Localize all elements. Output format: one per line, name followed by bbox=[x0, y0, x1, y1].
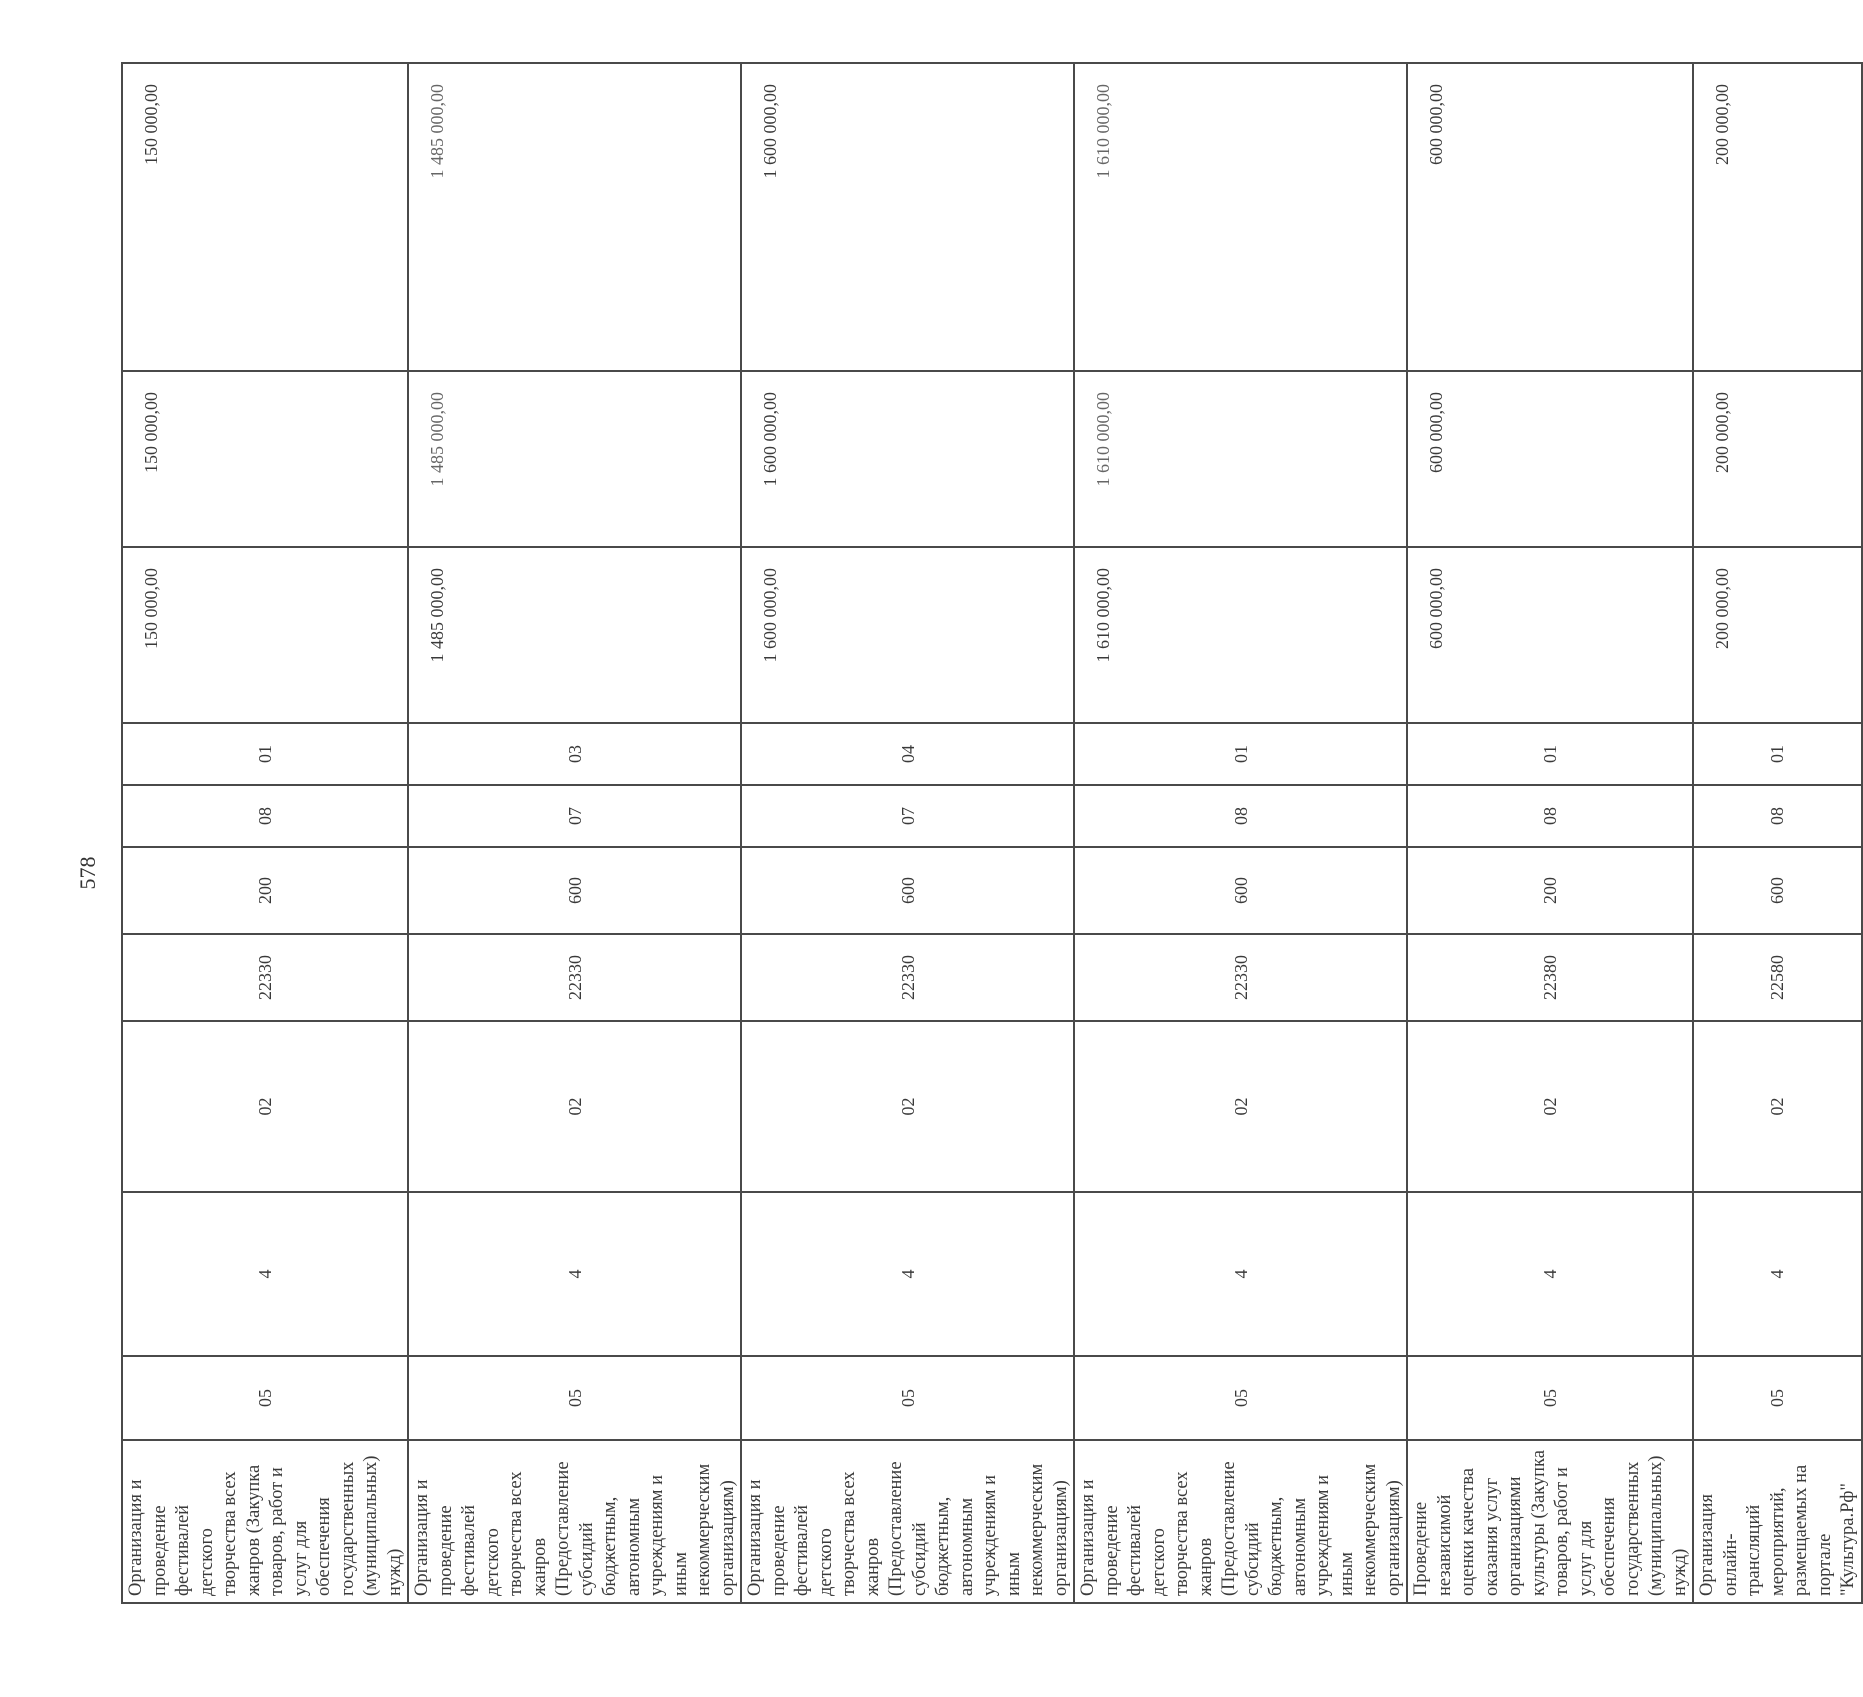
code-cell: 05 bbox=[1074, 1356, 1407, 1440]
table-row bbox=[1693, 63, 1862, 1603]
code-cell: 600 bbox=[1693, 847, 1862, 934]
code-cell: 02 bbox=[1407, 1021, 1693, 1192]
table-row bbox=[408, 63, 741, 1603]
code-cell: 01 bbox=[1693, 723, 1862, 785]
code-cell: 04 bbox=[741, 723, 1074, 785]
code-cell: 600 bbox=[408, 847, 741, 934]
amount-cell: 600 000,00 bbox=[1407, 63, 1693, 371]
table-row bbox=[1074, 63, 1407, 1603]
row-description: Организация и проведение фестивалей детского творчества всех жанров (Закупка товаров, работ и услуг для обеспечения государственных (муниципальных) нужд) bbox=[122, 1440, 408, 1603]
code-cell: 4 bbox=[1693, 1192, 1862, 1356]
code-cell: 05 bbox=[1407, 1356, 1693, 1440]
code-cell: 600 bbox=[741, 847, 1074, 934]
amount-cell: 150 000,00 bbox=[122, 547, 408, 723]
amount-cell: 150 000,00 bbox=[122, 63, 408, 371]
amount-cell: 1 600 000,00 bbox=[741, 63, 1074, 371]
code-cell: 4 bbox=[408, 1192, 741, 1356]
amount-cell: 150 000,00 bbox=[122, 371, 408, 547]
code-cell: 22580 bbox=[1693, 934, 1862, 1021]
code-cell: 02 bbox=[122, 1021, 408, 1192]
code-cell: 22380 bbox=[1407, 934, 1693, 1021]
amount-cell: 600 000,00 bbox=[1407, 547, 1693, 723]
row-description: Организация и проведение фестивалей детского творчества всех жанров (Предоставление субсидий бюджетным, автономным учреждениям и иным некоммерческим организациям) bbox=[408, 1440, 741, 1603]
amount-cell: 200 000,00 bbox=[1693, 371, 1862, 547]
code-cell: 08 bbox=[1693, 785, 1862, 847]
code-cell: 600 bbox=[1074, 847, 1407, 934]
code-cell: 02 bbox=[741, 1021, 1074, 1192]
amount-cell: 1 610 000,00 bbox=[1074, 63, 1407, 371]
code-cell: 07 bbox=[408, 785, 741, 847]
amount-cell: 1 485 000,00 bbox=[408, 371, 741, 547]
amount-cell: 1 600 000,00 bbox=[741, 547, 1074, 723]
amount-cell: 1 610 000,00 bbox=[1074, 547, 1407, 723]
code-cell: 4 bbox=[122, 1192, 408, 1356]
table-row bbox=[122, 63, 408, 1603]
code-cell: 05 bbox=[122, 1356, 408, 1440]
code-cell: 01 bbox=[122, 723, 408, 785]
code-cell: 22330 bbox=[741, 934, 1074, 1021]
code-cell: 22330 bbox=[1074, 934, 1407, 1021]
code-cell: 05 bbox=[1693, 1356, 1862, 1440]
code-cell: 02 bbox=[1074, 1021, 1407, 1192]
code-cell: 05 bbox=[741, 1356, 1074, 1440]
table-row bbox=[741, 63, 1074, 1603]
amount-cell: 1 485 000,00 bbox=[408, 63, 741, 371]
code-cell: 03 bbox=[408, 723, 741, 785]
amount-cell: 600 000,00 bbox=[1407, 371, 1693, 547]
code-cell: 200 bbox=[122, 847, 408, 934]
table-row bbox=[1407, 63, 1693, 1603]
budget-table bbox=[121, 62, 1863, 1604]
code-cell: 01 bbox=[1074, 723, 1407, 785]
code-cell: 08 bbox=[1407, 785, 1693, 847]
page-number: 578 bbox=[75, 856, 100, 890]
code-cell: 08 bbox=[1074, 785, 1407, 847]
code-cell: 200 bbox=[1407, 847, 1693, 934]
code-cell: 22330 bbox=[408, 934, 741, 1021]
code-cell: 07 bbox=[741, 785, 1074, 847]
code-cell: 02 bbox=[408, 1021, 741, 1192]
code-cell: 4 bbox=[1407, 1192, 1693, 1356]
amount-cell: 1 600 000,00 bbox=[741, 371, 1074, 547]
rotated-table-container bbox=[121, 64, 1858, 1604]
code-cell: 08 bbox=[122, 785, 408, 847]
amount-cell: 1 485 000,00 bbox=[408, 547, 741, 723]
row-description: Проведение независимой оценки качества оказания услуг организациями культуры (Закупка товаров, работ и услуг для обеспечения государственных (муниципальных) нужд) bbox=[1407, 1440, 1693, 1603]
row-description: Организация онлайн-трансляций мероприятий, размещаемых на портале "Культура.Рф" bbox=[1693, 1440, 1862, 1603]
code-cell: 4 bbox=[1074, 1192, 1407, 1356]
code-cell: 22330 bbox=[122, 934, 408, 1021]
code-cell: 02 bbox=[1693, 1021, 1862, 1192]
amount-cell: 1 610 000,00 bbox=[1074, 371, 1407, 547]
code-cell: 05 bbox=[408, 1356, 741, 1440]
code-cell: 01 bbox=[1407, 723, 1693, 785]
row-description: Организация и проведение фестивалей детского творчества всех жанров (Предоставление субсидий бюджетным, автономным учреждениям и иным некоммерческим организациям) bbox=[741, 1440, 1074, 1603]
amount-cell: 200 000,00 bbox=[1693, 547, 1862, 723]
row-description: Организация и проведение фестивалей детского творчества всех жанров (Предоставление субсидий бюджетным, автономным учреждениям и иным некоммерческим организациям) bbox=[1074, 1440, 1407, 1603]
code-cell: 4 bbox=[741, 1192, 1074, 1356]
amount-cell: 200 000,00 bbox=[1693, 63, 1862, 371]
